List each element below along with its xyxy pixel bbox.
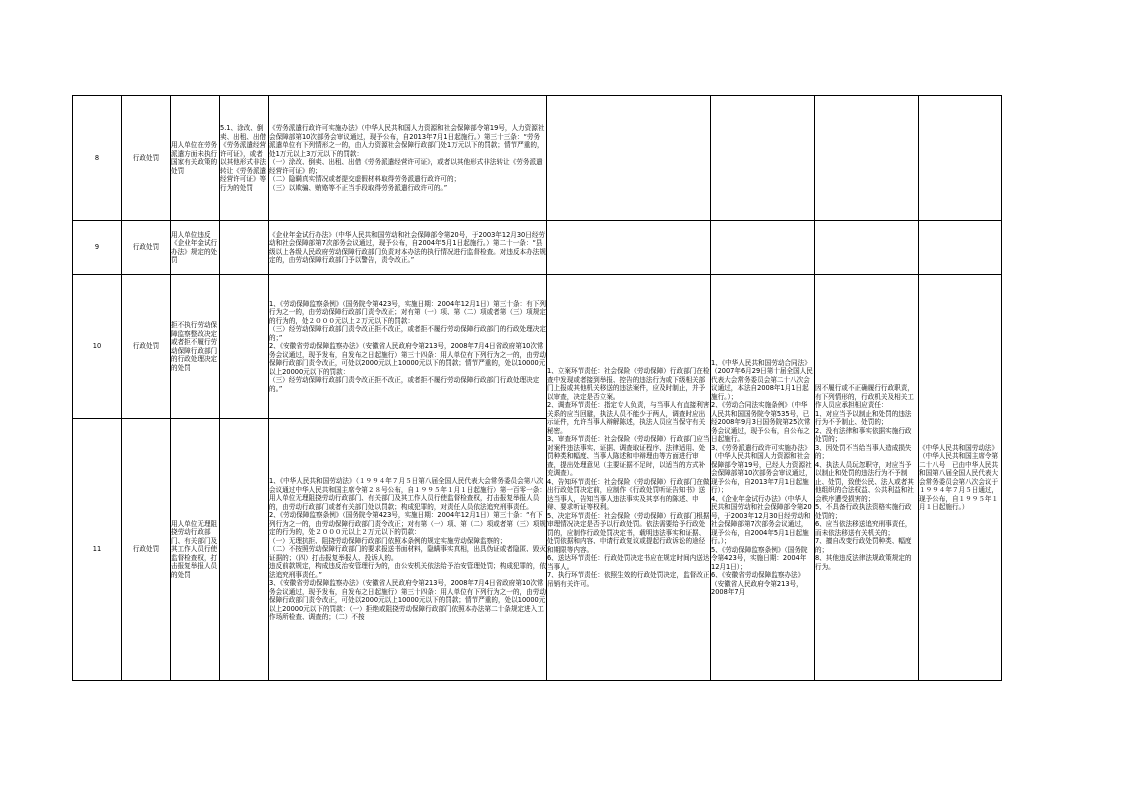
remark-cell: 《中华人民共和国劳动法》（中华人民共和国主席令第二十八号 已由中华人民共和国第八届全国人民代表大会常务委员会第八次会议于１９９４年７月５日通过，现予公布，自１９９５年１月１日起施行。） xyxy=(919,275,1002,681)
legal-basis: 《企业年金试行办法》（中华人民共和国劳动和社会保障部令第20号，于2003年12月30日经劳动和社会保障部第7次部务会议通过，现予公布，自2004年5月1日起施行。）第二十一条：“县级以上各级人民政府劳动保障行政部门负责对本办法的执行情况进行监督检查。对违反本办法规定的，由劳动保障行政部门予以警告，责令改正。” xyxy=(269,221,547,275)
power-item-name: 用人单位违反《企业年金试行办法》规定的处罚 xyxy=(171,221,220,275)
power-sub-item xyxy=(220,275,269,419)
responsibility-basis-cell: 1、《中华人民共和国劳动合同法》（2007年6月29日第十届全国人民代表大会常务委员会第二十八次会议通过，本法自2008年1月1日起施行。）； 2、《劳动合同法实施条例》（中华人民共和国国务院令第535号，已经2008年9月3日国务院第25次常务会议通过，现予公布，自公布之日起施行。 3、《劳务派遣行政许可实施办法》（中华人民共和国人力资源和社会保障部令第19号，已经人力资源社会保障部第10次部务会审议通过，现予公布，自2013年7月1日起施行）； 4、《企业年金试行办法》（中华人民共和国劳动和社会保障部令第20号，于2003年12月30日经劳动和社会保障部第7次部务会议通过，现予公布，自2004年5月1日起施行。）； 5、《劳动保障监察条例》（国务院令第423号，实施日期：2004年12月1日）； 6、《安徽省劳动保障监察办法》（安徽省人民政府令第213号，2008年7月 xyxy=(711,275,815,681)
power-sub-item xyxy=(220,221,269,275)
row-number: 9 xyxy=(73,221,122,275)
power-sub-item: 5.1、涂改、倒卖、出租、出借《劳务派遣经营许可证》，或者以其他形式非法转让《劳务派遣经营许可证》等行为的处罚 xyxy=(220,96,269,221)
power-type: 行政处罚 xyxy=(122,419,171,681)
empty-cell xyxy=(919,96,1002,221)
power-sub-item xyxy=(220,419,269,681)
power-item-name: 用人单位无理阻挠劳动行政部门、有关部门及其工作人员行使监督检查权，打击报复举报人员的处罚 xyxy=(171,419,220,681)
legal-basis: 1、《中华人民共和国劳动法》（１９９４年７月５日第八届全国人民代表大会常务委员会第八次会议通过中华人民共和国主席令第２８号公布，自１９９５年１月１日起施行）第一百零一条：用人单位无理阻挠劳动行政部门、有关部门及其工作人员行使监督检查权，打击报复举报人员的，由劳动行政部门或者有关部门处以罚款；构成犯罪的，对责任人员依法追究刑事责任。 2、《劳动保障监察条例》（国务院令第423号，实施日期：2004年12月1日）第三十条：“有下列行为之一的，由劳动保障行政部门责令改正；对有第（一）项、第（二）项或者第（三）项规定的行为的，处２０００元以上２万元以下的罚款： （一）无理抗拒、阻挠劳动保障行政部门依照本条例的规定实施劳动保障监察的； （二）不按照劳动保障行政部门的要求报送书面材料，隐瞒事实真相，出具伪证或者隐匿、毁灭证据的；（四）打击报复举报人、投诉人的。 违反前款规定，构成违反治安管理行为的，由公安机关依法给予治安管理处罚；构成犯罪的，依法追究刑事责任。” 3、《安徽省劳动保障监察办法》（安徽省人民政府令第213号，2008年7月4日省政府第10次常务会议通过，现予发布，自发布之日起施行）第三十四条：用人单位有下列行为之一的，由劳动保障行政部门责令改正，可处以2000元以上10000元以下的罚款；情节严重的，处以10000元以上20000元以下的罚款：（一）拒绝或阻挠劳动保障行政部门依照本办法第二十条规定进入工作场所检查、调查的；（二）不按 xyxy=(269,419,547,681)
empty-cell xyxy=(815,96,919,221)
power-item-name: 用人单位在劳务派遣方面未执行国家有关政策的处罚 xyxy=(171,96,220,221)
empty-cell xyxy=(919,221,1002,275)
power-type: 行政处罚 xyxy=(122,221,171,275)
table-row xyxy=(73,275,1002,419)
legal-basis: 1、《劳动保障监察条例》（国务院令第423号，实施日期：2004年12月1日）第三十条：有下列行为之一的，由劳动保障行政部门责令改正；对有第（一）项、第（二）项或者第（三）项规定的行为的，处２０００元以上２万元以下的罚款： （三）经劳动保障行政部门责令改正拒不改正，或者拒不履行劳动保障行政部门的行政处理决定的；” 2、《安徽省劳动保障监察办法》（安徽省人民政府令第213号，2008年7月4日省政府第10次常务会议通过，现予发布，自发布之日起施行）第三十四条：用人单位有下列行为之一的，由劳动保障行政部门责令改正，可处以2000元以上10000元以下的罚款；情节严重的，处以10000元以上20000元以下的罚款： （三）经劳动保障行政部门责令改正拒不改正，或者拒不履行劳动保障行政部门行政处理决定的。” xyxy=(269,275,547,419)
power-list-table xyxy=(72,95,1002,681)
row-number: 10 xyxy=(73,275,122,419)
responsibility-cell: 1、立案环节责任：社会保险（劳动保障）行政部门在检查中发现或者接到举报、控告的违法行为或下级相关部门上报或其他机关移送的违法案件，应及时制止，并予以审查，决定是否立案。 2、调查环节责任：指定专人负责，与当事人有直接利害关系的应当回避，执法人员不能少于两人，调查时应出示证件，允许当事人辩解陈述，执法人员应当保守有关秘密。 3、审查环节责任：社会保险（劳动保障）行政部门应当对案件违法事实、证据、调查取证程序、法律适用、处罚种类和幅度、当事人陈述和申辩理由等方面进行审查，提出处理意见（主要证据不足时，以适当的方式补充调查）。 4、告知环节责任：社会保险（劳动保障）行政部门在做出行政处罚决定前，应制作《行政处罚听证告知书》送达当事人，告知当事人违法事实及其享有的陈述、申辩、要求听证等权利。 5、决定环节责任：社会保险（劳动保障）行政部门根据审理情况决定是否予以行政处罚。依法需要给予行政处罚的，应制作行政处罚决定书，载明违法事实和证据、处罚依据和内容、申请行政复议或提起行政诉讼的途径和期限等内容。 6、送达环节责任：行政处罚决定书应在规定时间内送达当事人。 7、执行环节责任：依照生效的行政处罚决定，监督改正吊销有关许可。 xyxy=(547,275,711,681)
power-type: 行政处罚 xyxy=(122,275,171,419)
empty-cell xyxy=(547,96,711,221)
accountability-cell: 因不履行或不正确履行行政职责，有下列情形的，行政机关及相关工作人员应承担相应责任： 1、对应当予以制止和处罚的违法行为不予制止、处罚的； 2、没有法律和事实依据实施行政处罚的； 3、因处罚不当给当事人造成损失的； 4、执法人员玩忽职守，对应当予以制止和处罚的违法行为不予制止、处罚，致使公民、法人或者其他组织的合法权益、公共利益和社会秩序遭受损害的； 5、不具备行政执法资格实施行政处罚的； 6、应当依法移送追究刑事责任，而未依法移送有关机关的； 7、擅自改变行政处罚种类、幅度的； 8、其他违反法律法规政策规定的行为。 xyxy=(815,275,919,681)
power-item-name: 拒不执行劳动保障监察整改决定或者拒不履行劳动保障行政部门的行政处理决定的处罚 xyxy=(171,275,220,419)
empty-cell xyxy=(547,221,711,275)
empty-cell xyxy=(815,221,919,275)
row-number: 11 xyxy=(73,419,122,681)
table-row xyxy=(73,221,1002,275)
empty-cell xyxy=(711,221,815,275)
table-row xyxy=(73,96,1002,221)
power-type: 行政处罚 xyxy=(122,96,171,221)
legal-basis: 《劳务派遣行政许可实施办法》（中华人民共和国人力资源和社会保障部令第19号，人力资源社会保障部第10次部务会审议通过，现予公布，自2013年7月1日起施行。）第三十三条：“劳务派遣单位有下列情形之一的，由人力资源社会保障行政部门处1万元以下的罚款；情节严重的，处1万元以上3万元以下的罚款： （一）涂改、倒卖、出租、出借《劳务派遣经营许可证》，或者以其他形式非法转让《劳务派遣经营许可证》的； （二）隐瞒真实情况或者提交虚假材料取得劳务派遣行政许可的； （三）以欺骗、贿赂等不正当手段取得劳务派遣行政许可的。” xyxy=(269,96,547,221)
row-number: 8 xyxy=(73,96,122,221)
empty-cell xyxy=(711,96,815,221)
